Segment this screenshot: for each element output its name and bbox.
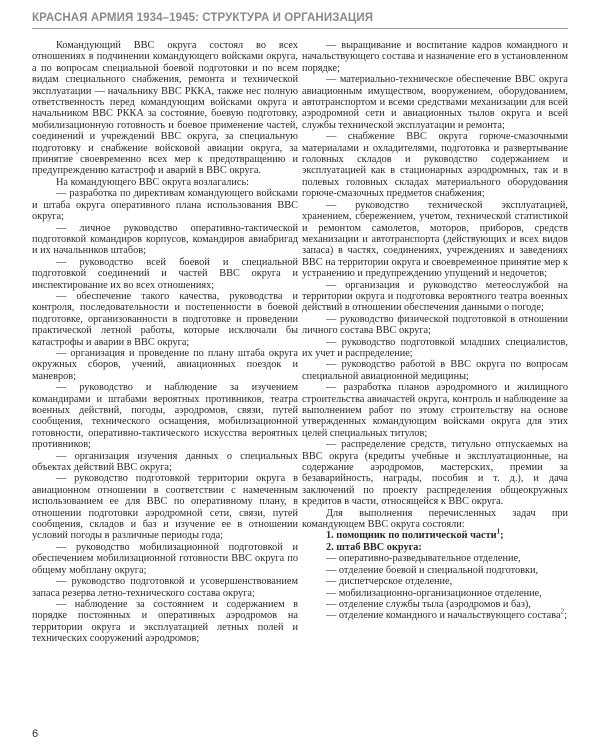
paragraph — [32, 382, 298, 450]
paragraph-text: — организация изучения данных о специальных объектах действий ВВС округа; — [32, 450, 298, 474]
paragraph — [302, 508, 568, 531]
paragraph — [302, 565, 568, 576]
paragraph-text: — руководство физической подготовкой в отношении личного состава ВВС округа; — [302, 313, 568, 337]
paragraph-text: Командующий ВВС округа состоял во всех отношениях в подчинении командующего войсками округа, а по вопросам специальной боевой подготовки и по всем видам специального снабжения, ремонта и технической эксплуатации — начальнику ВВС РККА, также нес полную ответственность перед командующим войсками округа и начальником ВВС РККА за состояние, боевую подготовку, мобилизационную готовность и боевое применение частей, соединений и учреждений ВВС округа, за специальную подготовку и снабжение войсковой авиации округа, за принятие своевременно всех мер к предотвращению и предупреждению катастроф и аварий в ВВС округа. — [32, 40, 298, 177]
paragraph-text: — снабжение ВВС округа горюче-смазочными материалами и охладителями, подготовка и развертывание головных складов и руководство содержанием и эксплуатацией как в стационарных аэродромных, так и в полевых головных складах материального оборудования горюче-смазочных предметов снабжения; — [302, 131, 568, 200]
paragraph — [302, 200, 568, 280]
paragraph-text: — отделение командного и начальствующего состава — [326, 610, 561, 622]
paragraph-text: — разработка по директивам командующего войсками и штаба округа оперативного плана использования ВВС округа; — [32, 188, 298, 223]
paragraph-text: — руководство технической эксплуатацией, хранением, сбережением, учетом, технической статистикой и ремонтом самолетов, моторов, приборов, средств механизации и автотранспорта (действующих и всех видов запаса) в частях, соединениях, учреждениях и заведениях ВВС на территории округа и своевременное принятие мер к устранению и предупреждению упущений и недочетов; — [302, 199, 568, 280]
paragraph — [32, 451, 298, 474]
paragraph — [302, 439, 568, 507]
right-column — [302, 40, 568, 720]
running-header — [32, 10, 568, 26]
paragraph — [302, 588, 568, 599]
paragraph-text: — разработка планов аэродромного и жилищного строительства авиачастей округа, контроль и наблюдение за выполнением работ по этому строительству на основе утвержденных командующим войсками округа для этих целей специальных титулов; — [302, 382, 568, 439]
paragraph — [302, 607, 568, 622]
paragraph-text: — диспетчерское отделение, — [326, 576, 453, 588]
paragraph-text: — личное руководство оперативно-тактической подготовкой командиров корпусов, командиров авиабригад и их начальников штабов; — [32, 222, 298, 257]
paragraph — [32, 542, 298, 576]
running-header-title: КРАСНАЯ АРМИЯ 1934–1945: СТРУКТУРА И ОРГАНИЗАЦИЯ — [32, 12, 374, 24]
paragraph-text: Для выполнения перечисленных задач при командующем ВВС округа состояли: — [302, 507, 568, 531]
paragraph — [32, 177, 298, 188]
paragraph-text: — руководство всей боевой и специальной подготовкой соединений и частей ВВС округа и инспектирование их во всех отношениях; — [32, 256, 298, 291]
paragraph — [302, 40, 568, 74]
paragraph — [302, 359, 568, 382]
paragraph — [302, 576, 568, 587]
paragraph-text: — организация и руководство метеослужбой на территории округа и подготовка вероятного театра военных действий в отношении обеспечения данными о погоде; — [302, 279, 568, 314]
paragraph-text: — отделение боевой и специальной подготовки, — [326, 564, 539, 576]
paragraph — [32, 223, 298, 257]
paragraph-text: — руководство и наблюдение за изучением командирами и штабами вероятных противников, театра военных действий, погоды, аэродромов, связи, путей сообщения, технического оснащения, мобилизационной готовности, оперативно-тактического искусства вероятных противников; — [32, 382, 298, 451]
paragraph — [302, 314, 568, 337]
paragraph — [32, 257, 298, 291]
paragraph-text: — оперативно-разведывательное отделение, — [326, 553, 521, 565]
paragraph — [32, 348, 298, 382]
footnote-marker: 1 — [496, 528, 501, 537]
paragraph — [302, 599, 568, 610]
paragraph — [32, 188, 298, 222]
left-column — [32, 40, 298, 720]
paragraph — [302, 280, 568, 314]
paragraph — [302, 337, 568, 360]
footnote-marker: 2 — [560, 607, 565, 616]
paragraph-text: — наблюдение за состоянием и содержанием в порядке постоянных и оперативных аэродромов на территории округа и эксплуатацией летных полей и технических сооружений аэродромов; — [32, 598, 298, 645]
paragraph-tail: ; — [564, 610, 567, 622]
header-rule — [32, 28, 568, 29]
paragraph — [302, 553, 568, 564]
paragraph — [302, 542, 568, 553]
paragraph-text: 2. штаб ВВС округа: — [326, 541, 422, 553]
paragraph — [302, 74, 568, 131]
paragraph-text: — выращивание и воспитание кадров командного и начальствующего состава и назначение его в установленном порядке; — [302, 40, 568, 74]
paragraph — [32, 599, 298, 645]
paragraph-text: — организация и проведение по плану штаба округа окружных сборов, учений, авиационных поездок и маневров; — [32, 347, 298, 382]
paragraph — [32, 576, 298, 599]
paragraph-text: — руководство подготовкой младших специалистов, их учет и распределение; — [302, 336, 568, 359]
paragraph-text: 1. помощник по политической части — [326, 530, 497, 542]
paragraph — [302, 382, 568, 439]
paragraph — [302, 530, 568, 541]
paragraph-text: — отделение службы тыла (аэродромов и баз), — [326, 598, 531, 610]
paragraph — [32, 291, 298, 348]
paragraph — [32, 40, 298, 177]
paragraph-text: — мобилизационно-организационное отделение, — [326, 587, 542, 599]
paragraph-text: — обеспечение такого качества, руководства и контроля, последовательности и постепенности в боевой подготовке, организованности в подготовке и проведении практической летной работы, которые исключали бы катастрофы и аварии в ВВС округа; — [32, 290, 298, 348]
paragraph-text: — руководство подготовкой и усовершенствованием запаса резерва летно-технического состава округа; — [32, 576, 298, 599]
paragraph-text: — материально-техническое обеспечение ВВС округа авиационным имуществом, вооружением, оборудованием, автотранспортом и всеми средствами механизации для всей аэродромной сети и авиационных тылов округа и всей службы технической эксплуатации и ремонта; — [302, 74, 568, 131]
paragraph-text: На командующего ВВС округа возлагались: — [56, 176, 250, 188]
paragraph-text: — распределение средств, титульно отпускаемых на ВВС округа (кредиты учебные и эксплуатационные, на содержание аэродромов, мастерских, премии за безаварийность, награды, пособия и т. д.), и дача заключений по проекту распределения общеокружных кредитов в части, относящейся к ВВС округа. — [302, 439, 568, 508]
paragraph — [32, 473, 298, 541]
paragraph — [302, 131, 568, 199]
paragraph-tail: ; — [500, 530, 504, 542]
paragraph-text: — руководство подготовкой территории округа в авиационном отношении в соответствии с намеченным использованием ее для ВВС по оперативному плану, в отношении подготовки аэродромной сети, связи, путей сообщения, складов и баз и изучение ее в отношении условий погоды в различные периоды года; — [32, 473, 298, 542]
paragraph-text: — руководство работой в ВВС округа по вопросам специальной авиационной медицины; — [302, 359, 568, 382]
page-number: 6 — [32, 728, 39, 740]
paragraph-text: — руководство мобилизационной подготовкой и обеспечением мобилизационной готовности ВВС округа по общему мобплану округа; — [32, 541, 298, 576]
